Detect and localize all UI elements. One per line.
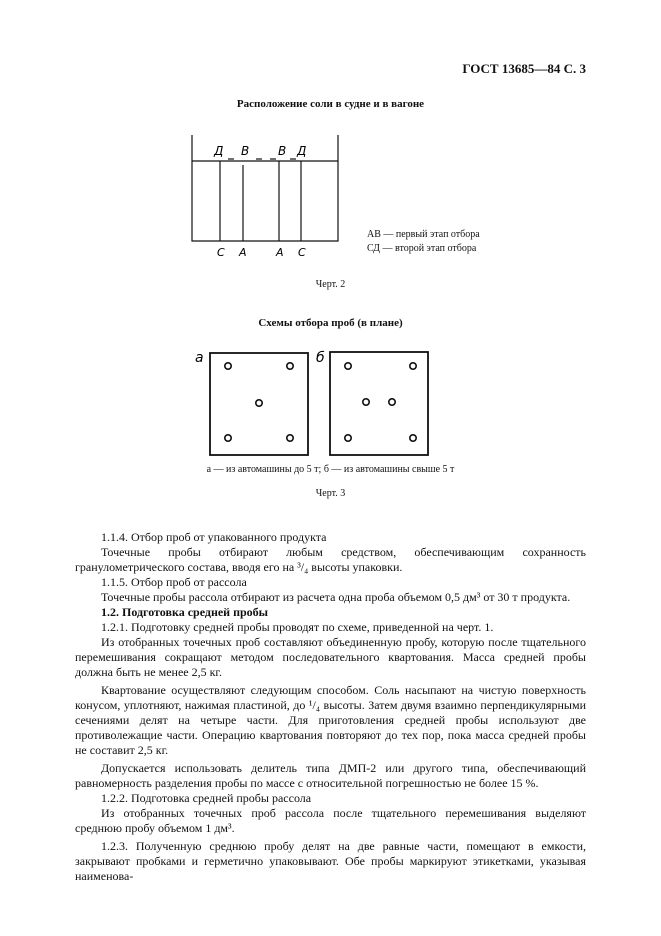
section-1-2-1-text: 1.2.1. Подготовку средней пробы проводят по схеме, приведенной на черт. 1. bbox=[101, 620, 494, 634]
section-1-1-5-text: Точечные пробы рассола отбирают из расчета одна проба объемом 0,5 дм³ от 30 т продукта. bbox=[101, 590, 571, 604]
bottom-label-c2: С bbox=[298, 246, 306, 259]
sample-point bbox=[225, 363, 231, 369]
figure3-diagram bbox=[190, 343, 450, 463]
sample-point bbox=[287, 363, 293, 369]
sample-point bbox=[410, 363, 416, 369]
sample-point bbox=[225, 435, 231, 441]
section-1-2-1-paragraph-3: Квартование осуществляют следующим способом. Соль насыпают на чистую поверхность конусом, уплотняют, нажимая пластиной, до ¹/₄ высоты. Затем двумя взаимно перпендикулярными сечениями делят на четыре части. Для приготовления средней пробы используют две противолежащие части. Операцию квартования повторяют до тех пор, пока масса средней пробы не составит 2,5 кг. bbox=[75, 683, 586, 757]
section-1-1-4-heading: 1.1.4. Отбор проб от упакованного продукта bbox=[101, 530, 327, 544]
top-label-d2: Д bbox=[297, 144, 307, 158]
scheme-b-label: б bbox=[316, 350, 325, 366]
bottom-label-a2: А bbox=[276, 246, 284, 259]
sample-point bbox=[345, 435, 351, 441]
bottom-label-c1: С bbox=[217, 246, 225, 259]
sample-point bbox=[256, 400, 262, 406]
bottom-label-a1: А bbox=[239, 246, 247, 259]
scheme-a-label: а bbox=[195, 350, 204, 366]
sample-point bbox=[345, 363, 351, 369]
legend-line-cd: СД — второй этап отбора bbox=[367, 243, 477, 254]
sample-point bbox=[389, 399, 395, 405]
document-header: ГОСТ 13685—84 С. 3 bbox=[462, 61, 586, 76]
sample-point bbox=[287, 435, 293, 441]
figure2-diagram bbox=[190, 133, 350, 263]
section-1-2-2-text: Из отобранных точечных проб рассола после тщательного перемешивания выделяют среднюю пробу объемом 1 дм³. bbox=[75, 806, 586, 835]
figure2-legend bbox=[367, 228, 480, 256]
figure2-title: Расположение соли в судне и в вагоне bbox=[236, 98, 425, 110]
figure3-legend-a: а — из автомашины до 5 т; bbox=[206, 464, 322, 475]
section-1-2-1-paragraph-2: Из отобранных точечных проб составляют объединенную пробу, которую после тщательного перемешивания сокращают методом последовательного квартования. Масса средней пробы должна быть не менее 2,5 кг. bbox=[75, 635, 586, 679]
sample-point bbox=[363, 399, 369, 405]
top-label-b2: В bbox=[278, 144, 287, 158]
section-1-2-heading: 1.2. Подготовка средней пробы bbox=[101, 605, 269, 619]
section-1-2-1-paragraph-4: Допускается использовать делитель типа ДМП-2 или другого типа, обеспечивающий равномерность разделения пробы по массе с относительной погрешностью не более 15 %. bbox=[75, 761, 586, 790]
figure3-caption: Черт. 3 bbox=[315, 488, 346, 499]
section-1-1-5-heading: 1.1.5. Отбор проб от рассола bbox=[101, 575, 247, 589]
figure3-legend bbox=[0, 464, 661, 475]
document-body bbox=[75, 530, 586, 884]
legend-line-ab: АВ — первый этап отбора bbox=[367, 229, 480, 240]
top-label-d1: Д bbox=[214, 144, 224, 158]
figure3-legend-b: б — из автомашины свыше 5 т bbox=[323, 464, 455, 475]
sample-point bbox=[410, 435, 416, 441]
section-1-2-3-text: 1.2.3. Полученную среднюю пробу делят на две равные части, помещают в емкости, закрывают пробками и герметично упаковывают. Обе пробы маркируют этикетками, указывая наименова- bbox=[75, 839, 586, 883]
figure2-caption: Черт. 2 bbox=[315, 279, 346, 290]
figure3-title: Схемы отбора проб (в плане) bbox=[258, 317, 403, 329]
top-label-b1: В bbox=[241, 144, 250, 158]
section-1-1-4-text: Точечные пробы отбирают любым средством, обеспечивающим сохранность гранулометрического состава, вводя его на ³/₄ высоты упаковки. bbox=[75, 545, 586, 574]
section-1-2-2-heading: 1.2.2. Подготовка средней пробы рассола bbox=[101, 791, 312, 805]
